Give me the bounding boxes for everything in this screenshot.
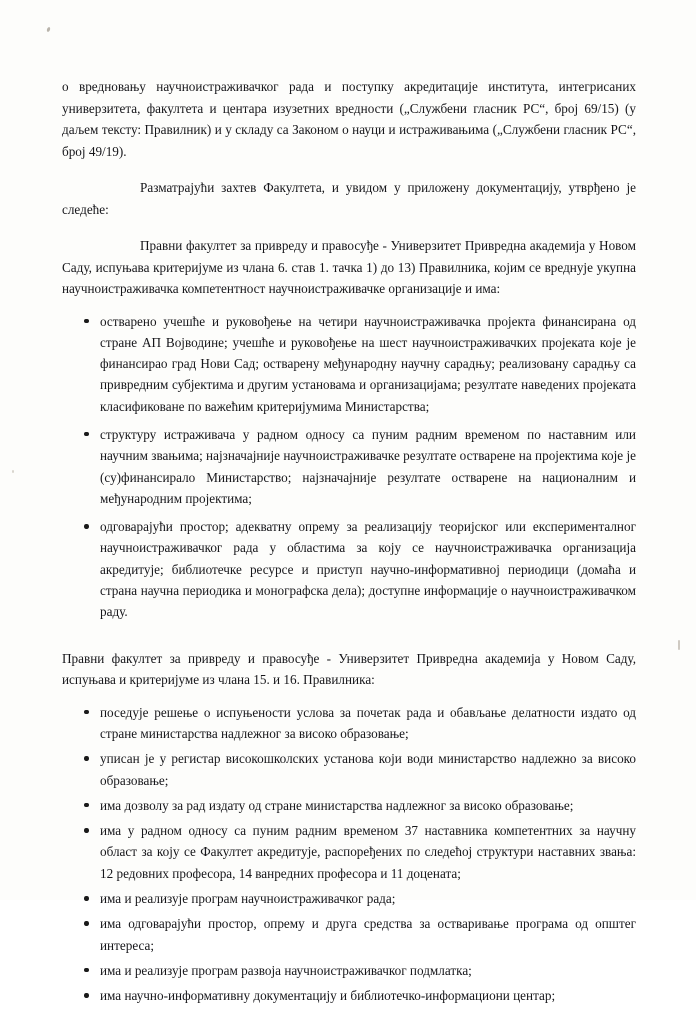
paragraph-review: Разматрајући захтев Факултета, и увидом у приложену документацију, утврђено је следеће: — [62, 180, 636, 217]
paper-speck — [46, 27, 51, 33]
list-item: има и реализује програм научноистраживачког рада; — [62, 888, 636, 909]
document-body — [62, 76, 636, 1011]
list-item: остварено учешће и руковођење на четири научноистраживачка пројекта финансирана од стране АП Војводине; учешће и руковођење на шест научноистраживачких пројеката које је финансирао град Нови Сад; oстварену међународну научну сарадњу; реализовану сарадњу са привредним субјектима и другим установама и организацијама; резултате наведених пројеката класификоване по важећим критеријумима Министарства; — [62, 311, 636, 417]
criteria-list-two — [62, 702, 636, 1007]
list-item: структуру истраживача у радном односу са пуним радним временом по наставним или научним звањима; најзначајније научноистраживачке резултате остварене на пројектима које је (су)финансирало Министарство; најзначајније резултате остварене на националним и међународним пројектима; — [62, 424, 636, 509]
paragraph-criteria-article-15-16: Правни факултет за привреду и правосуђе - Универзитет Привредна академија у Новом Саду, испуњава и критеријуме из члана 15. и 16. Правилника: — [62, 650, 636, 688]
list-item: уписан је у регистар високошколских установа који води министарство надлежно за високо образовање; — [62, 748, 636, 791]
list-item: има одговарајући простор, опрему и друга средства за остваривање програма од општег интереса; — [62, 913, 636, 956]
criteria-list-one — [62, 311, 636, 623]
list-item: има дозволу за рад издату од стране министарства надлежног за високо образовање; — [62, 795, 636, 816]
list-item: има у радном односу са пуним радним временом 37 наставника компетентних за научну област за коју се Факултет акредитује, распоређених по следећој структури наставних звања: 12 редовних професора, 14 ванредних професора и 11 доцената; — [62, 820, 636, 884]
list-item: поседује решење о испуњености услова за почетак рада и обављање делатности издато од стране министарства надлежног за високо образовање; — [62, 702, 636, 745]
paragraph-intro: о вредновању научноистраживачког рада и поступку акредитације института, интегрисаних универзитета, факултета и центара изузетних вредности („Службени гласник РС“, број 69/15) (у даљем тексту: Правилник) и у складу са Законом о науци и истраживањима („Службени гласник РС“, број 49/19). — [62, 79, 636, 159]
paper-speck — [678, 640, 680, 650]
list-item: има и реализује програм развоја научноистраживачког подмлатка; — [62, 960, 636, 981]
paper-speck — [12, 470, 14, 473]
list-item: има научно-информативну документацију и библиотечко-информациони центар; — [62, 985, 636, 1006]
list-item: одговарајући простор; адекватну опрему за реализацију теоријског или експерименталног научноистраживачког рада у областима за коју се научноистраживачка организација акредитује; библиотечке ресурсе и приступ научно-информативној периодици (домаћа и страна научна периодика и монографска дела); доступне информације о научноистраживачком раду. — [62, 516, 636, 622]
paragraph-criteria-article-6: Правни факултет за привреду и правосуђе - Универзитет Привредна академија у Новом Саду, испуњава критеријуме из члана 6. став 1. тачка 1) до 13) Правилника, којим се вреднује укупна научноистраживачка компетентност научноистраживачке организације и има: — [62, 238, 636, 296]
